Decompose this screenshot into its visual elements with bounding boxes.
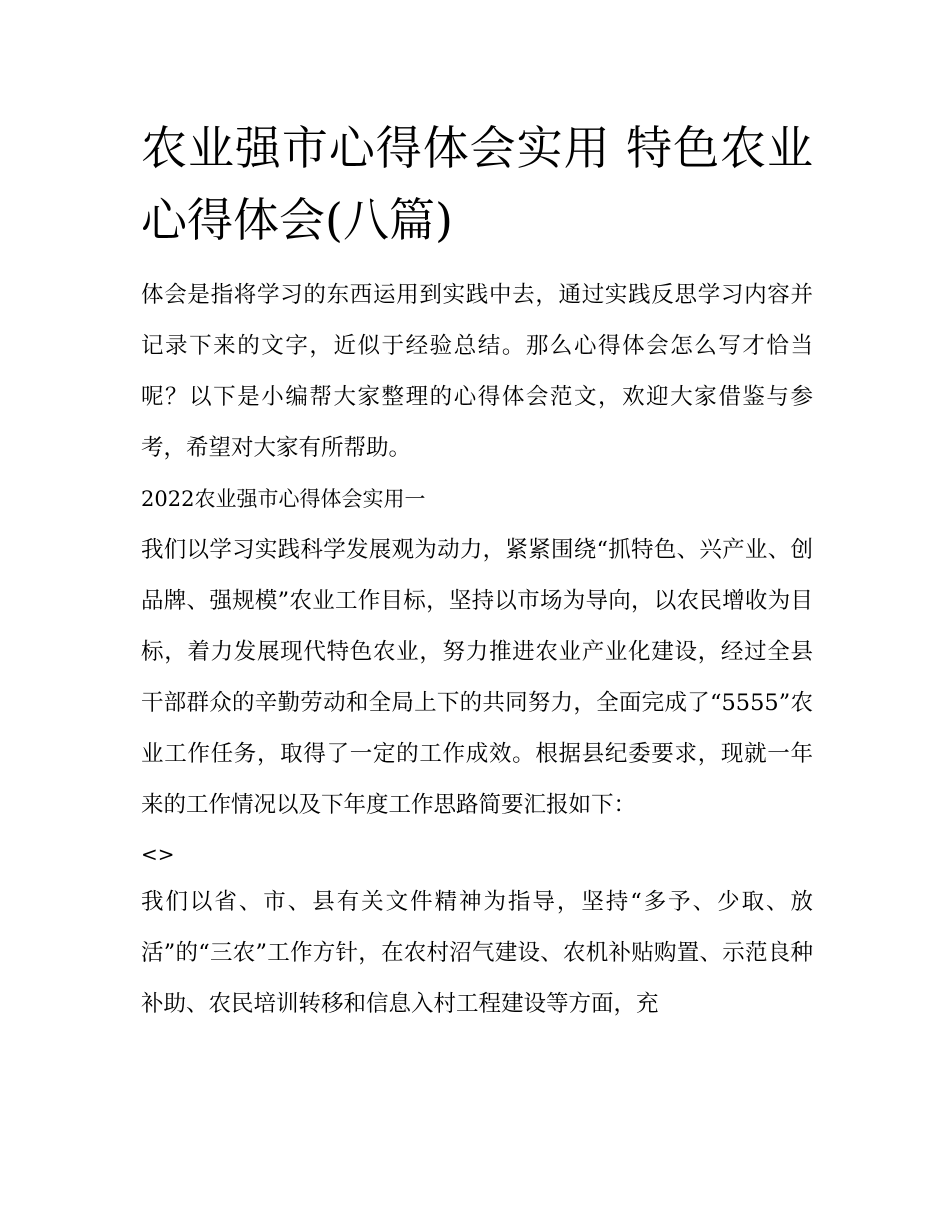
intro-paragraph: 体会是指将学习的东西运用到实践中去，通过实践反思学习内容并记录下来的文字，近似于经验总结。那么心得体会怎么写才恰当呢？以下是小编帮大家整理的心得体会范文，欢迎大家借鉴与参考，希望对大家有所帮助。 [141,282,813,461]
body-paragraph-1: 我们以学习实践科学发展观为动力，紧紧围绕“抓特色、兴产业、创品牌、强规模”农业工作目标，坚持以市场为导向，以农民增收为目标，着力发展现代特色农业，努力推进农业产业化建设，经过全县干部群众的辛勤劳动和全局上下的共同努力，全面完成了“5555”农业工作任务，取得了一定的工作成效。根据县纪委要求，现就一年来的工作情况以及下年度工作思路简要汇报如下： [141,537,813,818]
body-paragraph-2: 我们以省、市、县有关文件精神为指导，坚持“多予、少取、放活”的“三农”工作方针，在农村沼气建设、农机补贴购置、示范良种补助、农民培训转移和信息入村工程建设等方面，充 [141,889,813,1017]
document-page [141,112,813,1030]
section-marker: <> [141,842,175,866]
section-heading: 2022农业强市心得体会实用一 [141,487,426,511]
document-title: 农业强市心得体会实用 特色农业心得体会(八篇) [141,121,813,247]
